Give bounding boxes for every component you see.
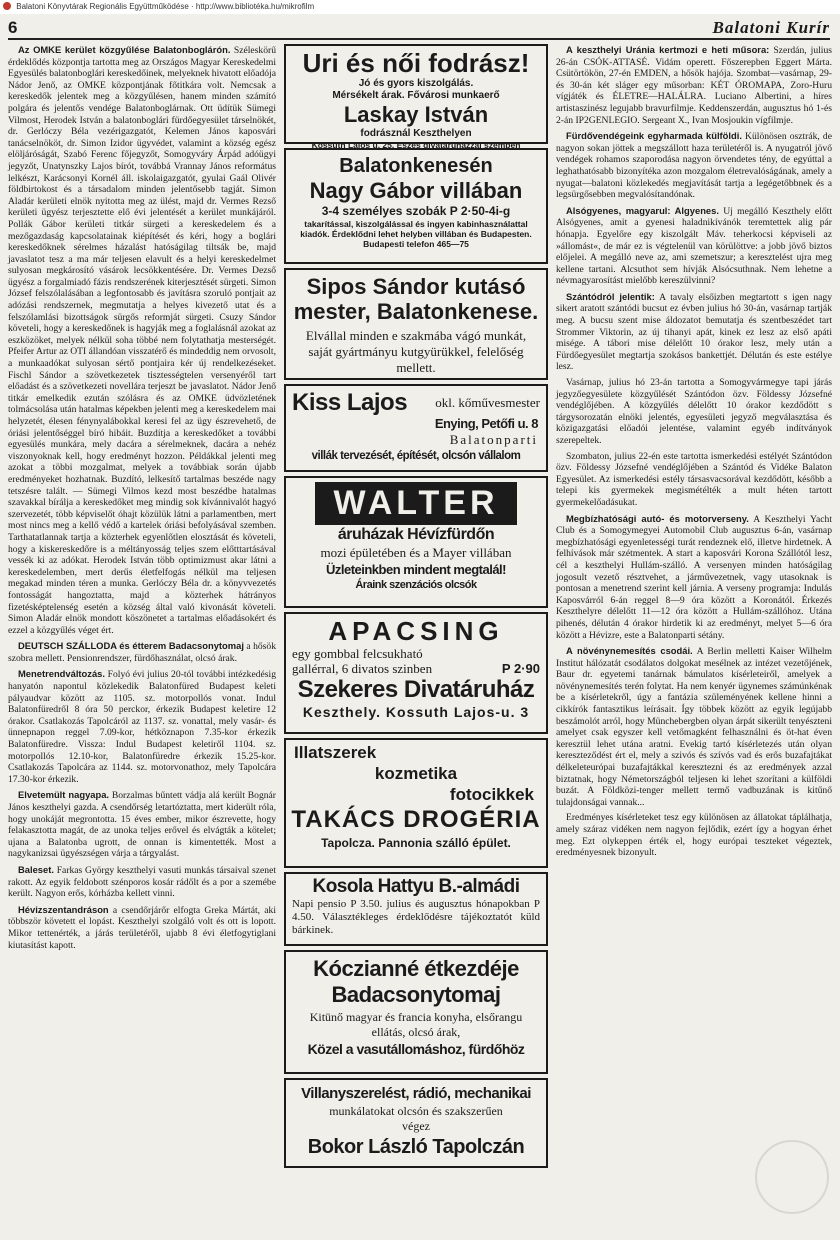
article-body: Eredményes kísérleteket tesz egy különösen az állatokat táplálhatja, amely száraz vidéken nem nagyon fejlődik, ezért így a hogyan érhet meg. Ezt olykeppen érték el, hogy európai teszteket végeztek, eredményesnek bizonyult. <box>556 812 832 859</box>
article-body: Farkas György keszthelyi vasuti munkás társaival szenet rakott. Az egyik feldobott szénporos kosár rádőlt és a por a szemébe került. Nagyon erős, kórházba kellett vinni. <box>8 864 276 900</box>
article <box>8 789 276 860</box>
article-heading: Menetrendváltozás. <box>18 668 106 680</box>
ad-apacsing-line4: Keszthely. Kossuth Lajos-u. 3 <box>302 704 530 720</box>
ad-fodrasz-name: Laskay István <box>343 102 489 127</box>
article-heading: Szántódról jelentik: <box>566 290 655 302</box>
article-body: A tavaly elsőizben megtartott s igen nagy sikert aratott szántódi bucsut ez évben julius hó 30-án, vasárnap tartják meg. A bucsu szent mise áldozatot bemutatja és szentbeszédet tart Strommer Viktorin, az új tihanyi apát, kinek ez lesz az első apáti misége. A tábori mise délelőtt 10 órakor lesz, mely után a Fürdőegyesület megtartja szokásos bankettjét. Délután és este estélye lesz. <box>556 291 832 373</box>
archive-header-text: Balatoni Könyvtárak Regionális Együttműködése · http://www.bibliotéka.hu/mikrofilm <box>16 2 315 11</box>
article <box>8 640 276 664</box>
ad-apacsing-name: APACSING <box>328 616 504 646</box>
ad-fodrasz <box>284 44 548 150</box>
ad-koczian-line3: Kitünő magyar és francia konyha, elsőrangu ellátás, olcsó árak, <box>309 1010 523 1039</box>
article-body: a hősök szobra mellett. Pensionrendszer, fürdőhasználat, olcsó árak. <box>8 641 276 664</box>
ad-koczian-line4: Közel a vasutállomáshoz, fürdőhöz <box>307 1041 525 1057</box>
article <box>8 864 276 900</box>
article <box>556 645 832 808</box>
article-heading: Hévizszentandráson <box>18 903 109 915</box>
ad-walter-line1: áruházak Hévízfürdőn <box>337 526 495 543</box>
page-header <box>8 18 830 40</box>
ad-walter-line2: mozi épületében és a Mayer villában <box>320 545 512 560</box>
ad-kiss <box>284 384 548 472</box>
article-body: Különösen osztrák, de nagyon sokan jöttek a megszállott haza területéről is. A nyugatról jövő vendégek rohamos szaporodása nagyon örvendetes tény, de egyúttal a leghathatósabb bizonyítéka azon mozgalom életrevalóságának, amely a nyugat—balatoni közlekedés megjavítását tartja a legégetőbbnek és a legsürgősebben megvalósítandónak. <box>556 131 832 201</box>
article-body: Szerdán, julius 26-án CSÓK-ATTASÉ. Vidám operett. Főszerepben Eggert Márta. Csütörtökön, 27-én EMDEN, a hősök hajója. Szombat—vasárnap, 29- és 30-án két sláger egy műsorban: KÉT ÓROMAPA, Zoro-Huru vígjáték és ÉLETRE—HALÁLRA. Luciano Albertini, a híres artistaszinész legujabb bravurfilmje. Keddenszerdán, augusztus hó 1-és 2-án IP2GENLEGIO. Sergeant X., Ivan Mosjoukin vígfilmje. <box>556 45 832 126</box>
article-body: Borzalmas bűntett vádja alá került Bognár János keszthelyi gazda. A csendőrség letartóztatta, mert kiderült róla, hogy unokáját megrontotta. 15 éves ember, mikor észrevette, hogy felakasztotta magát, de az unoka teljes erővel és elvágták a kötelet; ujana a Balatonba ugrott, de onnan is kimentették. Most a nagykanizsai ügyészségen várja a tárgyalást. <box>8 790 277 860</box>
article-body: a csendőrjárőr elfogta Greka Mártát, aki többször követett el lopást. Keszthelyi szolgáló volt és ott is lopott. Mikor tettenérték, a járás területéről, ujabb 8 évi életfogytiglani kiutasítást kapott. <box>8 904 276 951</box>
ad-kiss-address: Enying, Petőfi u. 8 <box>434 416 538 431</box>
ad-takacs-line5: Tapolcza. Pannonia szálló épület. <box>321 836 511 850</box>
ad-walter-name: WALTER <box>315 482 516 525</box>
ad-apacsing-line3: Szekeres Divatáruház <box>297 676 535 703</box>
ad-sipos-line1: Sipos Sándor kutásó <box>306 274 526 299</box>
article-heading: A növénynemesítés csodái. <box>566 645 693 657</box>
article <box>556 205 832 287</box>
ad-villa-line3: 3-4 személyes szobák P 2·50-4i-g <box>321 204 511 218</box>
article <box>556 130 832 201</box>
ad-kiss-title: okl. kőművesmester <box>435 395 540 410</box>
ad-fodrasz-title: Uri és női fodrász! <box>302 48 530 78</box>
article-body: Uj megálló Keszthely előtt Alsógyenes, amit a gyenesi haladnikívánók teremtettek alig pár hónapja. Egyelőre egy kiszolgált Máv. teherkocsi képviseli az »állomást«, de már ez is végtelenül van körülöttve: a jobb jövő biztos előjelei. A megálló neve az, ami szemetszur; a keresztelést ujra meg kellene tartani. Alcsuthot sem hívják Alsócsuthnak. Nem lehetne a névmagyarosítást mielőbb kereszülvinni? <box>556 205 832 287</box>
article <box>556 451 832 509</box>
left-column <box>8 44 276 1234</box>
ad-takacs-line3: fotocikkek <box>449 785 534 804</box>
ad-sipos-line3: Elvállal minden e szakmába vágó munkát, saját gyártmányu kutgyürükkel, felelőség mellett. <box>305 328 527 375</box>
masthead-title: Balatoni Kurír <box>712 18 830 37</box>
ad-takacs-line2: kozmetika <box>374 764 458 783</box>
archive-header-bar <box>0 0 840 14</box>
ad-takacs-line1: Illatszerek <box>294 743 377 762</box>
ad-bokor <box>284 1078 548 1168</box>
ad-sipos-line2: mester, Balatonkenese. <box>293 299 539 324</box>
ad-kiss-name: Kiss Lajos <box>292 389 408 416</box>
ad-takacs-line4: TAKÁCS DROGÉRIA <box>291 806 541 833</box>
ad-takacs <box>284 738 548 868</box>
ad-apacsing <box>284 612 548 734</box>
ad-sipos <box>284 268 548 380</box>
article-heading: Alsógyenes, magyarul: Algyenes. <box>566 204 719 216</box>
article-heading: Fürdővendégeink egyharmada külföldi. <box>566 130 742 142</box>
ad-apacsing-price: P 2·90 <box>501 661 540 676</box>
ad-fodrasz-line2: Mérsékelt árak. Fővárosi munkaerő <box>332 90 500 101</box>
article <box>8 904 276 951</box>
article-body: Vasárnap, julius hó 23-án tartotta a Somogyvármegye tapi járás jegyzőegyesülete közgyűlését Szántódon özv. Földessy Józsefné vendéglőjében. A közgyűlés délelőtt 10 órakor kezdődött s tárgysorozatán elnöki jelentés, egyesületi jegyző megválasztása és közigazgatási előadói jelentése, valamint egyéb indítványok szerepeltek. <box>556 377 832 446</box>
ad-fodrasz-line1: Jó és gyors kiszolgálás. <box>358 78 474 89</box>
library-stamp-icon <box>755 1140 829 1214</box>
ad-koczian-line1: Kóczianné étkezdéje <box>313 956 519 981</box>
article-body: A Keszthelyi Yacht Club és a Somogymegyei Automobil Club augusztus 6-án, vasárnap megbízhatósági egyenletességi turát rendeznek elő, illetve hirdetnek. A felhívások már szétmentek. A start a kaposvári Korona Szállótól lesz, cél a keszthelyi Hullám-szálló. A versenyen minden hatóságilag jogosult vezető résztvehet, a járművezetnek, vagy utasoknak is pontosan a menetrend szerint kell járnia. A verseny programja: Indulás Kaposvárról 6-án reggel 8—9 óra között a Koronától. Érkezés Keszthelyre délelőtt 11—12 óra között a Hullám-szállóhoz. Utána pihenés, délután 4 órakor hirdetik ki az eredményt, melyet 5—6 óra között a Hévizre, este a Balatonparti sétány. <box>556 513 832 641</box>
article-heading: DEUTSCH SZÁLLODA és étterem Badacsonytomaj <box>18 640 244 652</box>
ad-villa-line1: Balatonkenesén <box>339 155 493 177</box>
ad-fodrasz-sub: fodrásznál Keszthelyen <box>360 128 472 139</box>
article-heading: Megbízhatósági autó- és motorverseny. <box>566 512 749 524</box>
advertisement-column <box>284 44 548 1236</box>
ad-kosola <box>284 872 548 946</box>
page-number: 6 <box>8 18 18 37</box>
library-logo-icon <box>3 2 11 10</box>
ad-bokor-line3: Bokor László Tapolczán <box>307 1136 525 1158</box>
ad-villa <box>284 148 548 264</box>
article-heading: A keszthelyi Uránia kertmozi e heti műsora: <box>566 44 770 55</box>
right-column <box>556 44 832 1234</box>
article-heading: Elvetemült nagyapa. <box>18 789 110 801</box>
ad-kosola-name: Kosola Hattyu B.-almádi <box>312 876 520 897</box>
ad-villa-line2: Nagy Gábor villában <box>309 178 523 203</box>
article <box>556 291 832 373</box>
ad-bokor-line2: munkálatokat olcsón és szakszerűen végez <box>329 1104 503 1133</box>
ad-kiss-line4: villák tervezését, építését, olcsón vállalom <box>311 450 521 462</box>
article <box>8 668 276 785</box>
ad-bokor-line1: Villanyszerelést, rádió, mechanikai <box>301 1085 531 1102</box>
article-body: Széleskörű érdeklődés központja tartotta meg az Országos Magyar Kereskedelmi Egyesülés balatonboglári kereskedőinek, melyeknek hivatott előadója Nádor Jenő, az OMKE központjának főtitkára volt. Nemcsak a kereskedők jelentek meg a közgyűlésen, hanem minden számító polgára és jelentős vendége Balatonboglárnak. Ott üdítük Sümegi Vilmost, Herodek István a balatonboglári fürdőegyesület társelnökét, dr. Gerlóczy Béla vezérigazgatót, Kelemen János kaposvári tanácselnököt, dr. Simon Izidor ügyvédet, valamint a község egész elöljáróságát, Szabó Ferenc főjegyzőt, Somogyváry Árpád adóügyi jegyzőt, Unatynszky Lajos bírót, továbbá Vrannay János református lelkészt, Karácsonyi Kornél áll. iskolaigazgatót, gyulai Gaál Olivér földbirtokost és a társadalom minden jelentősebb tagját. Simon Aladár kerületi elnök nyitotta meg az ülést, majd dr. Vermes Rezső kerületi ügyész terjesztette elő évi jelentését a kerület munkájáról. Pollák Gábor kerületi titkár sürgeti a kereskedelem és a mezőgazdaság kapcsolatainak kiépítését és kéri, hogy a boglári kereskedőknek sérelmes házalást hatóságilag tiltsák be, majd javaslatot tesz a ma már teljesen elavult és a helyi kereskedelmet sulyosan megkárosító vásárok lecsökkentésére. Dr. Vermes Dezső ügyész a forgalmiadó fázis rendszerének kiterjesztését sürgeti. Simon József felszólalásában a legfontosabb és javításra szoruló pontjait az adózási rendszernek, megmutatja a helyes kivezető utat és a felszólamlási bizottságok sürgős reformját sürgeti. Csuzy Sándor követeli, hogy a kereskedőnek is hagyják meg a foglalásnál azokat az eszközöket, melyek nélkül soha többé nem folytathatja mesterségét. Pfeifer Artur az OTI állandóan visszatérő és mindeddig nem orvosolt, a munkaadókat sulyosan sértő pontjaira kér új rendelkezéseket. Fischl Sándor a szövetkezetek tisztességtelen versenyéről tart előadást és a szövetkezeti novellára terjeszt be javaslatot. Nádor Jenő titkár emelkedik ezután szólásra és az OMKE üdvözletének tolmácsolása után hatalmas képekben jelenti meg a kereskedelem mai helyzetét, élesen fénynyalábokkal keresi fel az ügy észrevehető, de óriási jelentőséggel bíró hibáit. Buzdítja a kereskedőket a további egyesülés munkára, mely dacára a sérelmeknek, dacára a nehéz viszonyoknak kell, hogy eredményt hozzon. Példákkal jelenti meg azokat a többi mozgalmat, melyek a továbbiak során újabb eredményeket hozhatnak. Buzdító, lelkesítő tartalmas beszéde nagy tetszésre talált. — Sümegi Vilmos kezd most beszédbe hatalmas szavakkal bírálja a kereskedőket meg mindig sok kívánnivalót hagyó szervezetét, több képviselőt óhajt közülük látni a parlamentben, mert most nincs meg a kellő védő a kartelek óriási befolyásával szemben. Tarthatatlannak tartja a közterhek egyenlőtlen elosztását és követeli, hogy a kiskereskedőre is a méltányosság teljes szem előtttartásával vessék ki az adókat. Herodek István több optimizmust akar látni a kereskedelemben, mert derűs életfelfogás nélkül ma teljesen megakad minden téren a munka. Gerlóczy Béla dr. a könyvvezetés fontosságát hangoztatta, majd a közterhek hátrányos fizetésképtelenség esetén a község által való kivonását követeli. Simon Aladár elnök mondott köszönetet a tartalmas előadásokért és ezzel a közgyűlés véget ért. <box>8 45 277 636</box>
ad-apacsing-line2: gallérral, 6 divatos szinben <box>292 661 433 676</box>
article <box>8 44 276 636</box>
article-body: Szombaton, julius 22-én este tartotta ismerkedési estélyét Szántódon özv. Földessy Józsefné vendéglőjében a Szántód és Vidéke Balaton Egyesület. Az ismerkedési estély társasvacsorával kezdődött, később a telepi kis gyermekek megismétélték a mult héten tartott gyermekelőadásukat. <box>556 450 832 508</box>
ad-fodrasz-address: Kossuth Lajos u. 25. Eszes divatáruházzal szemben <box>311 140 521 150</box>
ad-walter <box>284 476 548 608</box>
article <box>556 513 832 642</box>
article <box>556 812 832 858</box>
article <box>556 44 832 126</box>
ad-kosola-line1: Napi pensio P 3.50. julius és augusztus hónapokban P 4.50. Választékleges érdeklődésre tájékoztatót küld bárkinek. <box>292 898 540 936</box>
article-body: Folyó évi julius 20-tól további intézkedésig hanyatón napontul közlekedik Balatonfüred Budapest keleti pályaudvar között az 1105. sz. motorpollós vonat. Indul Balatonfüredről 8 óra 50 perckor, érkezik Budapest keletire 12 órakor. Csatlakozás Tapolcáról az 1137. sz. vonattal, mely vasár- és ünnepnapon reggel 7.09-kor, hétköznapon 7.35-kor érkezik Balatonfüredre. Vissza: Indul Budapest keletiről 1104. sz. motorpollós 12.10-kor, Balatonfüredre érkezik 15.25-kor. Csatlakozás Tapolcára az 1144. sz. motorvonathoz, mely Tapolcára 17.30-kor érkezik. <box>8 669 276 785</box>
article <box>556 377 832 447</box>
ad-villa-line4: takarítással, kiszolgálással és ingyen kabinhasználattal kiadók. Érdeklődni lehet helyben villában és Budapesten. Budapesti telefon 465—75 <box>300 219 532 249</box>
ad-apacsing-line1: egy gombbal felcsukható <box>292 646 423 661</box>
article-heading: Az OMKE kerület közgyűlése Balatonboglárón. <box>18 44 231 55</box>
article-heading: Baleset. <box>18 863 54 875</box>
ad-walter-line4: Áraink szenzációs olcsók <box>355 579 477 591</box>
ad-koczian <box>284 950 548 1074</box>
ad-kiss-line3: Balatonparti <box>449 432 538 447</box>
ad-koczian-line2: Badacsonytomaj <box>331 982 501 1007</box>
article-body: A Berlin melletti Kaiser Wilhelm Institut hálózatát csodálatos dolgokat mesélnek az intézet vezetőjének, Baur dr. egyetemi tanárnak bámulatos kísérleteiről, amelyek a növénynemesítés terén folytat. Ha nem kenyér ügynemes számúnkénak be a kísérletekről, úgy a fantázia szüleményének kellene hinni a cikkírók fantasztikus leírásait. Így többek között az egyik legújabb beszámolót arról, hogy Münchebergben olyan árpát sikerült tenyészteni amelyet csak egyszer kell vetőmagként felhasználni és öt-hat éven keresztül lehet utána aratni. Evekig tartó kísérletezés után olyan kereszteződést ért el, mely a szivós és szívós vad és erős buzafajtákat délkeleteurópai buzafajtákkal keresztezni és az eredmények azzal biztatnak, hogy Németországból teljesen ki lehet szorítani a külföldi buzát. A Földközi-tenger mellett termő vadbuzának is kitűnő tulajdonságai vannak... <box>556 646 833 808</box>
ad-walter-line3: Üzleteinkben mindent megtalál! <box>325 562 507 577</box>
